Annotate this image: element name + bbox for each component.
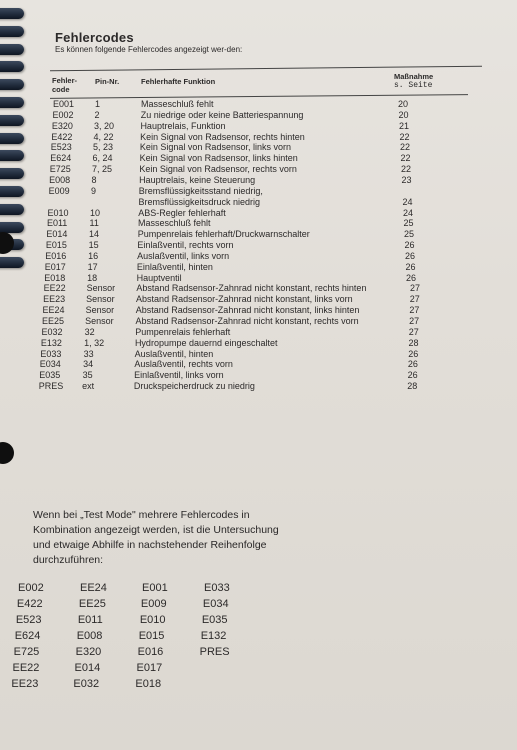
binding-coil <box>0 186 24 197</box>
binding-coil <box>0 79 24 90</box>
row-code: E034 <box>39 359 61 370</box>
row-function: Einlaßventil, hinten <box>136 261 213 272</box>
punch-hole <box>0 442 14 464</box>
header-top-rule <box>50 66 482 72</box>
order-code: E011 <box>77 614 103 626</box>
row-code: E009 <box>48 185 70 196</box>
binding-coil <box>0 8 24 19</box>
row-pin: ext <box>82 381 95 392</box>
row-page: 28 <box>408 337 419 348</box>
row-code: E002 <box>52 109 74 120</box>
row-function: Auslaßventil, rechts vorn <box>134 359 233 370</box>
row-function: Pumpenrelais fehlerhaft/Druckwarnschalter <box>137 229 310 240</box>
row-page: 26 <box>404 240 415 251</box>
row-code: EE23 <box>43 294 66 305</box>
row-pin: 10 <box>90 207 101 218</box>
order-code: EE24 <box>80 582 107 594</box>
row-code: PRES <box>38 381 64 392</box>
row-function: Einlaßventil, rechts vorn <box>137 240 234 251</box>
order-column <box>135 580 168 692</box>
order-code: E320 <box>75 646 102 658</box>
row-function: Bremsflüssigkeitsdruck niedrig <box>138 196 261 207</box>
row-page: 20 <box>398 109 409 120</box>
row-pin: 1, 32 <box>84 337 105 348</box>
order-code: E523 <box>15 614 42 626</box>
row-function: Masseschluß fehlt <box>141 99 214 109</box>
row-function: Auslaßventil, links vorn <box>137 250 230 261</box>
row-pin: Sensor <box>86 294 115 305</box>
row-code: E422 <box>51 131 73 142</box>
row-page: 26 <box>405 250 416 261</box>
row-code: E010 <box>47 207 69 218</box>
row-code: E016 <box>45 250 67 261</box>
row-function: Kein Signal von Radsensor, links hinten <box>139 153 298 164</box>
header-code-text: Fehler-code <box>52 76 78 94</box>
row-page: 25 <box>403 218 414 229</box>
row-function: Hauptventil <box>136 272 182 283</box>
order-column <box>73 580 107 692</box>
order-code: E015 <box>138 630 165 642</box>
row-function: Druckspeicherdruck zu niedrig <box>133 381 255 392</box>
order-code: E034 <box>202 598 229 610</box>
row-page: 27 <box>408 326 419 337</box>
row-pin: Sensor <box>85 316 114 326</box>
row-code: E001 <box>53 99 75 109</box>
row-function: Kein Signal von Radsensor, links vorn <box>139 142 291 153</box>
row-page: 28 <box>407 381 418 392</box>
row-pin: 32 <box>84 326 95 337</box>
order-code: E017 <box>136 662 163 674</box>
order-column <box>11 580 44 692</box>
order-code: E018 <box>135 678 162 690</box>
order-code: EE22 <box>12 662 40 674</box>
row-page: 27 <box>409 316 420 326</box>
row-page: 20 <box>398 99 409 109</box>
row-code: E624 <box>50 153 72 164</box>
row-pin: Sensor <box>86 283 116 294</box>
order-code: E132 <box>200 630 227 642</box>
row-function: Abstand Radsensor-Zahnrad nicht konstant, links vorn <box>136 294 353 305</box>
row-code: E017 <box>44 261 66 272</box>
row-code: EE25 <box>42 316 65 326</box>
row-code: E015 <box>45 240 67 251</box>
order-code: E016 <box>137 646 164 658</box>
row-code: E018 <box>44 272 66 283</box>
row-pin: 14 <box>89 229 100 240</box>
row-code: E011 <box>46 218 68 229</box>
row-pin: 7, 25 <box>92 164 113 175</box>
order-code: E009 <box>140 598 167 610</box>
row-pin: 6, 24 <box>92 153 113 164</box>
row-pin: 15 <box>88 240 99 251</box>
binding-coil <box>0 168 24 179</box>
row-pin: 8 <box>91 174 97 185</box>
row-page: 26 <box>406 272 417 283</box>
binding-coil <box>0 222 24 233</box>
row-pin: 5, 23 <box>93 142 114 153</box>
binding-coil <box>0 115 24 126</box>
order-code: E035 <box>201 614 228 626</box>
order-column <box>199 580 230 660</box>
row-function: Abstand Radsensor-Zahnrad nicht konstant, links hinten <box>135 305 360 316</box>
header-measure <box>394 72 433 90</box>
instruction-text: Wenn bei „Test Mode" mehrere Fehlercodes in Kombination angezeigt werden, ist die Untersuchung und etwaige Abhilfe in nachstehender Reihenfolge durchzuführen: <box>33 509 279 566</box>
row-function: Auslaßventil, hinten <box>134 348 214 359</box>
order-code: E033 <box>204 582 230 594</box>
punch-hole <box>0 232 14 254</box>
row-pin: 1 <box>95 99 101 109</box>
row-function: Bremsflüssigkeitsstand niedrig, <box>138 185 263 196</box>
row-function: Abstand Radsensor-Zahnrad nicht konstant, rechts hinten <box>136 283 367 294</box>
row-page: 26 <box>407 370 418 381</box>
row-pin: 18 <box>87 272 98 283</box>
row-code: E014 <box>46 229 68 240</box>
row-page: 22 <box>401 164 412 175</box>
order-code: E001 <box>142 582 168 594</box>
row-function: Masseschluß fehlt <box>137 218 211 229</box>
row-function: Einlaßventil, links vorn <box>134 370 224 381</box>
row-pin: 3, 20 <box>94 120 115 131</box>
header-pin: Pin-Nr. <box>95 77 120 86</box>
order-code: PRES <box>199 646 230 658</box>
order-code: EE25 <box>78 598 106 610</box>
row-pin: 2 <box>94 109 100 120</box>
row-pin: 17 <box>87 261 98 272</box>
page-title: Fehlercodes <box>55 30 134 45</box>
row-page: 26 <box>407 359 418 370</box>
row-code: E320 <box>51 120 73 131</box>
header-measure-line1: Maßnahme <box>394 72 434 81</box>
row-code: E033 <box>40 348 62 359</box>
row-pin: 35 <box>82 370 93 381</box>
row-page: 27 <box>409 305 420 316</box>
binding-coil <box>0 204 24 215</box>
row-function: Hauptrelais, keine Steuerung <box>139 174 256 185</box>
binding-coil <box>0 257 24 268</box>
binding-coil <box>0 133 24 144</box>
row-page: 22 <box>399 131 410 142</box>
row-pin: 16 <box>88 250 99 261</box>
binding-coil <box>0 97 24 108</box>
row-page: 27 <box>410 283 421 294</box>
row-pin: 4, 22 <box>93 131 114 142</box>
order-code: E032 <box>73 678 100 690</box>
header-code <box>52 76 84 94</box>
order-code: E002 <box>18 582 44 594</box>
binding-coil <box>0 61 24 72</box>
order-code: E422 <box>16 598 43 610</box>
binding-coil <box>0 44 24 55</box>
row-page: 22 <box>400 153 411 164</box>
binding-coil <box>0 26 24 37</box>
row-code: E008 <box>49 174 71 185</box>
row-page: 24 <box>402 196 413 207</box>
row-page: 27 <box>409 294 420 305</box>
row-page: 24 <box>403 207 414 218</box>
order-code: EE23 <box>11 678 39 690</box>
row-function: Pumpenrelais fehlerhaft <box>135 326 231 337</box>
row-code: E725 <box>49 164 71 175</box>
row-page: 23 <box>401 174 412 185</box>
row-pin: 11 <box>89 218 99 229</box>
row-page: 21 <box>399 120 410 131</box>
row-function: Hauptrelais, Funktion <box>140 120 226 131</box>
order-code: E010 <box>139 614 166 626</box>
header-measure-line2: s. Seite <box>394 81 433 90</box>
intro-text: Es können folgende Fehlercodes angezeigt wer-den: <box>55 45 243 54</box>
row-function: Kein Signal von Radsensor, rechts hinten <box>140 131 305 142</box>
header-function: Fehlerhafte Funktion <box>141 77 216 86</box>
row-pin: 34 <box>83 359 94 370</box>
row-function: Hydropumpe dauernd eingeschaltet <box>134 337 278 348</box>
row-pin: 9 <box>91 185 97 196</box>
order-code: E014 <box>74 662 101 674</box>
row-function: Kein Signal von Radsensor, rechts vorn <box>139 164 297 175</box>
row-page: 26 <box>405 261 416 272</box>
order-code: E624 <box>14 630 41 642</box>
row-function: Zu niedrige oder keine Batteriespannung <box>140 109 304 120</box>
order-code: E008 <box>76 630 103 642</box>
row-page: 25 <box>404 229 415 240</box>
row-function: ABS-Regler fehlerhaft <box>138 207 226 218</box>
row-pin: Sensor <box>85 305 115 316</box>
row-page: 22 <box>400 142 411 153</box>
row-code: E523 <box>50 142 72 153</box>
row-code: E132 <box>40 337 62 348</box>
binding-coil <box>0 150 24 161</box>
row-code: E032 <box>41 326 63 337</box>
row-code: E035 <box>39 370 61 381</box>
order-code: E725 <box>13 646 40 658</box>
row-page: 26 <box>408 348 419 359</box>
row-code: EE24 <box>42 305 65 316</box>
row-function: Abstand Radsensor-Zahnrad nicht konstant, rechts vorn <box>135 316 359 326</box>
row-pin: 33 <box>83 348 94 359</box>
row-code: EE22 <box>43 283 66 294</box>
